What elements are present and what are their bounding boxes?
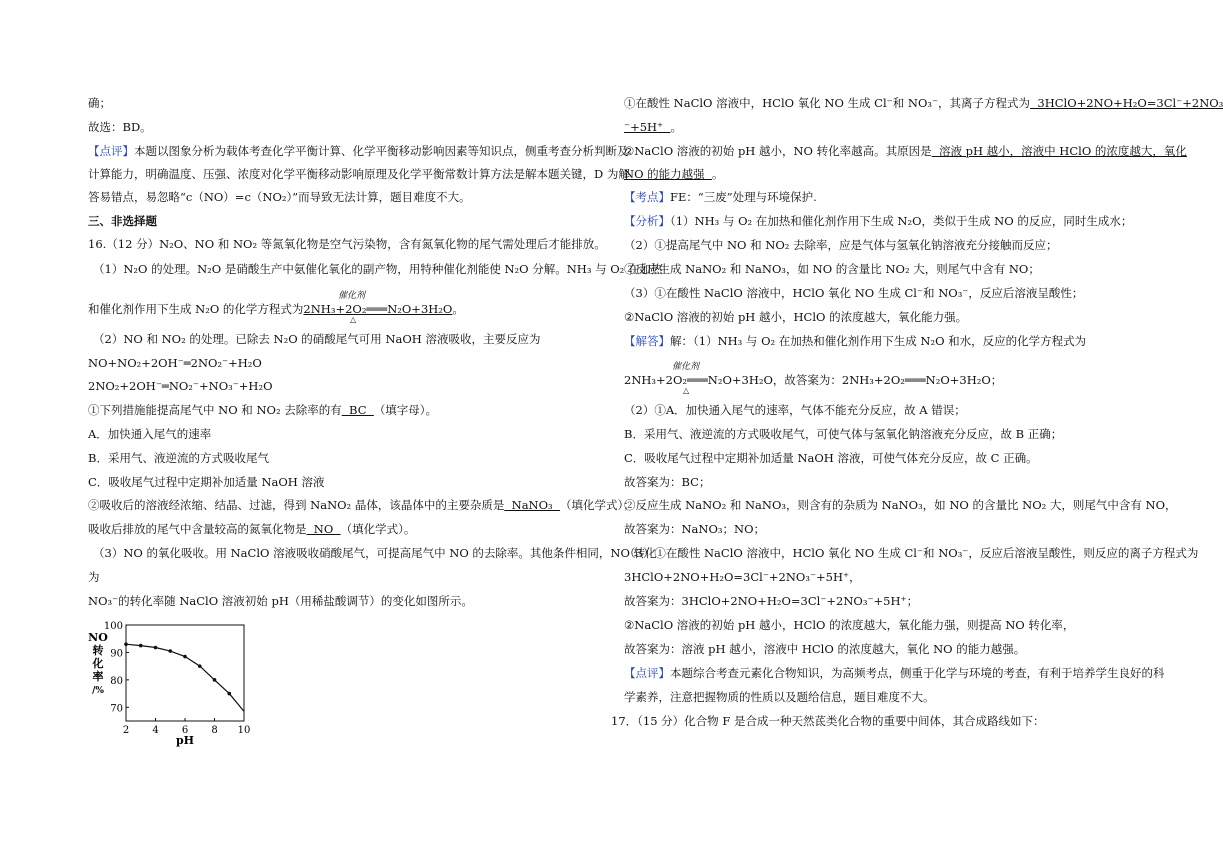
option-b: B．采用气、液逆流的方式吸收尾气 [88, 451, 269, 465]
text: 本题以图象分析为载体考查化学平衡计算、化学平衡移动影响因素等知识点，侧重考查分析判断及 [134, 144, 629, 158]
equation-line: NO+NO₂+2OH⁻═2NO₂⁻+H₂O [88, 356, 262, 370]
text-line: 故答案为：NaNO₃；NO； [624, 522, 766, 536]
text-line: （1）N₂O 的处理。N₂O 是硝酸生产中氨催化氧化的副产物，用特种催化剂能使 N₂O 分解。NH₃ 与 O₂ 在加热 [93, 262, 663, 276]
text: 本题综合考查元素化合物知识，为高频考点，侧重于化学与环境的考查，有利于培养学生良好的科 [670, 666, 1165, 680]
data-point [198, 664, 202, 668]
text-line: C．吸收尾气过程中定期补加适量 NaOH 溶液，可使气体充分反应，故 C 正确。 [624, 451, 1038, 465]
y-axis-label-part: /% [92, 686, 104, 696]
data-point [227, 692, 231, 696]
text: 和催化剂作用下生成 N₂O 的化学方程式为 [88, 302, 304, 316]
question-title: 17．（15 分）化合物 F 是合成一种天然茋类化合物的重要中间体，其合成路线如下： [611, 714, 1045, 728]
data-point [154, 646, 158, 650]
text-line: NO₃⁻的转化率随 NaClO 溶液初始 pH（用稀盐酸调节）的变化如图所示。 [88, 594, 473, 608]
y-axis-label-part: 率 [92, 670, 104, 683]
plot-frame [126, 625, 244, 721]
text-line: 答易错点，易忽略“c（NO）=c（NO₂）”而导致无法计算，题目难度不大。 [88, 190, 471, 204]
y-tick-label: 80 [110, 675, 123, 687]
solution-tag: 【解答】 [624, 334, 670, 348]
question-line [88, 403, 437, 417]
x-tick-label: 10 [237, 725, 251, 736]
analysis-tag: 【分析】 [624, 214, 670, 228]
text-line: 为 [88, 570, 100, 584]
answer: 溶液 pH 越小，溶液中 HClO 的浓度越大，氧化 [931, 144, 1187, 158]
catalyst-label: 催化剂 [672, 362, 700, 372]
text-line: 故答案为：溶液 pH 越小，溶液中 HClO 的浓度越大，氧化 NO 的能力越强。 [624, 642, 1026, 656]
heat-symbol: △ [350, 315, 357, 324]
text-line: ②反应生成 NaNO₂ 和 NaNO₃，则含有的杂质为 NaNO₃，如 NO 的含量比 NO₂ 大，则尾气中含有 NO， [624, 498, 1177, 512]
text: 。 [452, 302, 464, 316]
x-tick-label: 6 [181, 725, 189, 736]
x-tick-label: 8 [211, 725, 218, 736]
answer: NO 的能力越强 [624, 167, 712, 181]
text-line: ②NaClO 溶液的初始 pH 越小，HClO 的浓度越大，氧化能力强。 [624, 310, 968, 324]
answer: ⁻+5H⁺ [624, 120, 671, 134]
answer: 3HClO+2NO+H₂O=3Cl⁻+2NO₃ [1030, 96, 1223, 110]
section-heading: 三、非选择题 [88, 214, 157, 228]
y-tick-label: 90 [110, 648, 123, 660]
text-line: （3）NO 的氧化吸收。用 NaClO 溶液吸收硝酸尾气，可提高尾气中 NO 的去除率。其他条件相同，NO 转化 [93, 546, 657, 560]
y-tick-label: 100 [103, 621, 123, 632]
answer: NO [306, 522, 341, 536]
answer: NaNO₃ [504, 498, 560, 512]
data-point [124, 642, 128, 646]
text-line: 确； [88, 96, 111, 110]
text: 解：（1）NH₃ 与 O₂ 在加热和催化剂作用下生成 N₂O 和水，反应的化学方程式为 [670, 334, 1087, 348]
text-line: 计算能力，明确温度、压强、浓度对化学平衡移动影响原理及化学平衡常数计算方法是解本题关键，D 为解 [88, 167, 630, 181]
no-conversion-chart [86, 616, 261, 748]
y-tick-label: 70 [110, 703, 123, 715]
question-line [88, 498, 635, 512]
text: （填字母）。 [373, 403, 438, 417]
option-c: C．吸收尾气过程中定期补加适量 NaOH 溶液 [88, 475, 325, 489]
text: 。 [670, 120, 682, 134]
question-line [88, 522, 415, 536]
data-point [168, 649, 172, 653]
equation-line: 2NO₂+2OH⁻═NO₂⁻+NO₃⁻+H₂O [88, 379, 273, 393]
y-axis-label [88, 631, 108, 696]
y-axis-label-part: NO [88, 631, 108, 644]
knowledge-line [624, 190, 817, 204]
text-line: （3）①在酸性 NaClO 溶液中，HClO 氧化 NO 生成 Cl⁻和 NO₃⁻，反应后溶液呈酸性，则反应的离子方程式为 [624, 546, 1199, 560]
equation-line: 2NH₃+2O₂═══N₂O+3H₂O，故答案为：2NH₃+2O₂═══N₂O+3H₂O； [624, 373, 1003, 387]
text: ②NaClO 溶液的初始 pH 越小，NO 转化率越高。其原因是 [624, 144, 932, 158]
text-line [624, 144, 1187, 158]
question-title: 16.（12 分）N₂O、NO 和 NO₂ 等氮氧化物是空气污染物，含有氮氧化物的尾气需处理后才能排放。 [88, 237, 606, 251]
text-line: 故选：BD。 [88, 120, 152, 134]
analysis-line [624, 214, 1132, 228]
text-line [624, 120, 682, 134]
y-axis-label-part: 化 [92, 657, 104, 670]
equation-line [88, 302, 464, 316]
data-point [139, 644, 143, 648]
text-line: B．采用气、液逆流的方式吸收尾气，可使气体与氢氧化钠溶液充分反应，故 B 正确； [624, 427, 1063, 441]
comment-line [624, 666, 1165, 680]
text-line: （2）①提高尾气中 NO 和 NO₂ 去除率，应是气体与氢氧化钠溶液充分接触而反应； [624, 238, 1058, 252]
text-line: （2）NO 和 NO₂ 的处理。已除去 N₂O 的硝酸尾气可用 NaOH 溶液吸收，主要反应为 [93, 332, 541, 346]
text: （1）NH₃ 与 O₂ 在加热和催化剂作用下生成 N₂O，类似于生成 NO 的反应，同时生成水； [670, 214, 1133, 228]
knowledge-tag: 【考点】 [624, 190, 670, 204]
text-line: （3）①在酸性 NaClO 溶液中，HClO 氧化 NO 生成 Cl⁻和 NO₃⁻，反应后溶液呈酸性； [624, 286, 1084, 300]
y-axis-label-part: 转 [92, 644, 104, 657]
text: （填化学式）。 [340, 522, 416, 536]
text-line: 学素养，注意把握物质的性质以及题给信息，题目难度不大。 [624, 690, 935, 704]
text-line: 故答案为：BC； [624, 475, 711, 489]
x-tick-label: 4 [152, 725, 159, 736]
text-line [624, 96, 1223, 110]
comment-tag: 【点评】 [88, 144, 134, 158]
text: （填化学式）； [559, 498, 635, 512]
text-line [624, 167, 723, 181]
text-line: （2）①A．加快通入尾气的速率，气体不能充分反应，故 A 错误； [624, 403, 966, 417]
text: FE：“三废”处理与环境保护. [670, 190, 817, 204]
text-line: 故答案为：3HClO+2NO+H₂O=3Cl⁻+2NO₃⁻+5H⁺； [624, 594, 919, 608]
series-markers [124, 642, 231, 695]
solution-line [624, 334, 1086, 348]
answer: 2NH₃+2O₂═══N₂O+3H₂O [303, 302, 453, 316]
text: 吸收后排放的尾气中含量较高的氮氧化物是 [88, 522, 307, 536]
text-line: ②NaClO 溶液的初始 pH 越小，HClO 的浓度越大，氧化能力强，则提高 NO 转化率， [624, 618, 1075, 632]
comment-line [88, 144, 629, 158]
text: ②吸收后的溶液经浓缩、结晶、过滤，得到 NaNO₂ 晶体，该晶体中的主要杂质是 [88, 498, 505, 512]
x-tick-label: 2 [122, 725, 130, 736]
text: ①下列措施能提高尾气中 NO 和 NO₂ 去除率的有 [88, 403, 342, 417]
x-axis-label: pH [175, 734, 195, 747]
catalyst-label: 催化剂 [338, 291, 366, 301]
series-line [126, 644, 244, 711]
data-point [183, 655, 187, 659]
text: 。 [711, 167, 724, 181]
heat-symbol: △ [683, 386, 690, 395]
text-line: 3HClO+2NO+H₂O=3Cl⁻+2NO₃⁻+5H⁺， [624, 570, 861, 584]
answer: BC [341, 403, 374, 417]
text: ①在酸性 NaClO 溶液中，HClO 氧化 NO 生成 Cl⁻和 NO₃⁻，其离子方程式为 [624, 96, 1031, 110]
option-a: A．加快通入尾气的速率 [88, 427, 212, 441]
text-line: ②反应生成 NaNO₂ 和 NaNO₃，如 NO 的含量比 NO₂ 大，则尾气中含有 NO； [624, 262, 1040, 276]
data-point [213, 678, 217, 682]
comment-tag: 【点评】 [624, 666, 670, 680]
